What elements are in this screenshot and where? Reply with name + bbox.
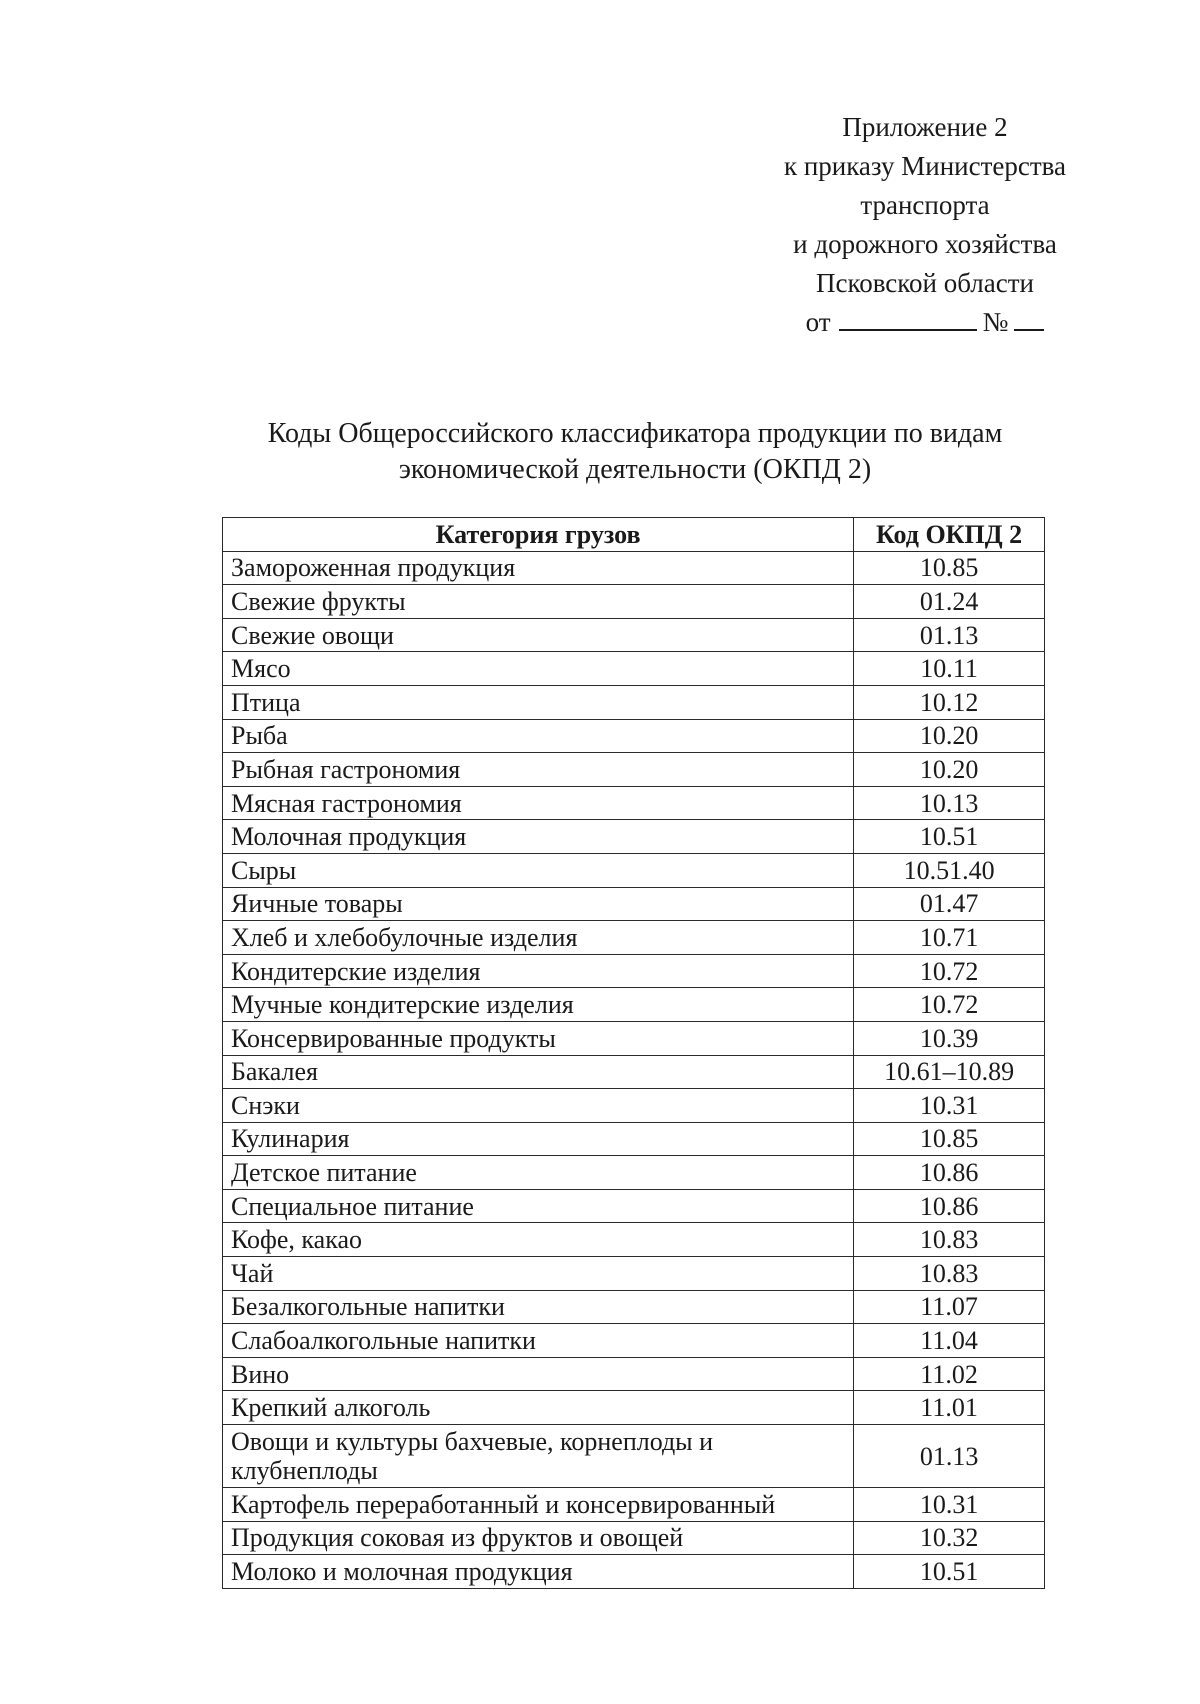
code-cell: 10.51 <box>854 1555 1045 1589</box>
table-row <box>223 1055 1045 1089</box>
category-cell: Хлеб и хлебобулочные изделия <box>223 921 854 955</box>
code-cell: 10.83 <box>854 1257 1045 1291</box>
table-row <box>223 585 1045 619</box>
table-row <box>223 1089 1045 1123</box>
appendix-line: транспорта <box>860 190 990 220</box>
number-blank-line <box>1014 305 1044 331</box>
table-row <box>223 887 1045 921</box>
category-cell: Чай <box>223 1257 854 1291</box>
code-cell: 10.13 <box>854 786 1045 820</box>
code-cell: 10.51 <box>854 820 1045 854</box>
table-row <box>223 1189 1045 1223</box>
code-cell: 11.02 <box>854 1357 1045 1391</box>
code-cell: 01.24 <box>854 585 1045 619</box>
appendix-line: к приказу Министерства <box>783 151 1067 181</box>
category-cell: Молоко и молочная продукция <box>223 1555 854 1589</box>
code-cell: 10.86 <box>854 1156 1045 1190</box>
table-row <box>223 551 1045 585</box>
appendix-line: и дорожного хозяйства <box>793 229 1057 259</box>
code-cell: 01.13 <box>854 618 1045 652</box>
table-row <box>223 1425 1045 1488</box>
code-cell: 10.85 <box>854 1122 1045 1156</box>
code-cell: 10.61–10.89 <box>854 1055 1045 1089</box>
code-cell: 10.32 <box>854 1521 1045 1555</box>
table-row <box>223 820 1045 854</box>
code-cell: 10.51.40 <box>854 853 1045 887</box>
table-row <box>223 1488 1045 1522</box>
category-cell: Кофе, какао <box>223 1223 854 1257</box>
code-cell: 10.71 <box>854 921 1045 955</box>
code-cell: 11.01 <box>854 1391 1045 1425</box>
title-line-1: Коды Общероссийского классификатора продукции по видам <box>267 418 1003 449</box>
code-cell: 10.72 <box>854 954 1045 988</box>
table-row <box>223 685 1045 719</box>
category-cell: Сыры <box>223 853 854 887</box>
code-cell: 01.47 <box>854 887 1045 921</box>
table-row <box>223 954 1045 988</box>
table-row <box>223 1021 1045 1055</box>
table-row <box>223 719 1045 753</box>
table-row <box>223 618 1045 652</box>
column-header-category: Категория грузов <box>223 518 854 552</box>
table-row <box>223 1257 1045 1291</box>
table-row <box>223 786 1045 820</box>
date-blank-line <box>839 305 977 331</box>
category-cell: Продукция соковая из фруктов и овощей <box>223 1521 854 1555</box>
category-cell: Овощи и культуры бахчевые, корнеплоды и клубнеплоды <box>223 1425 854 1488</box>
code-cell: 10.72 <box>854 988 1045 1022</box>
code-cell: 11.07 <box>854 1290 1045 1324</box>
code-cell: 10.86 <box>854 1189 1045 1223</box>
appendix-line: Псковской области <box>815 268 1034 298</box>
table-row <box>223 1223 1045 1257</box>
category-cell: Картофель переработанный и консервированный <box>223 1488 854 1522</box>
column-header-code: Код ОКПД 2 <box>854 518 1045 552</box>
category-cell: Консервированные продукты <box>223 1021 854 1055</box>
code-cell: 10.31 <box>854 1488 1045 1522</box>
title-line-2: экономической деятельности (ОКПД 2) <box>398 454 872 485</box>
category-cell: Снэки <box>223 1089 854 1123</box>
table-row <box>223 1122 1045 1156</box>
category-cell: Безалкогольные напитки <box>223 1290 854 1324</box>
category-cell: Кондитерские изделия <box>223 954 854 988</box>
category-cell: Кулинария <box>223 1122 854 1156</box>
code-cell: 10.11 <box>854 652 1045 686</box>
okpd-codes-table <box>222 517 1045 1589</box>
table-row <box>223 1156 1045 1190</box>
code-cell: 10.39 <box>854 1021 1045 1055</box>
table-header-row <box>223 518 1045 552</box>
code-cell: 10.85 <box>854 551 1045 585</box>
table-row <box>223 753 1045 787</box>
appendix-line: Приложение 2 <box>842 112 1008 142</box>
table-row <box>223 853 1045 887</box>
category-cell: Свежие овощи <box>223 618 854 652</box>
table-row <box>223 652 1045 686</box>
code-cell: 10.12 <box>854 685 1045 719</box>
table-row <box>223 1391 1045 1425</box>
category-cell: Крепкий алкоголь <box>223 1391 854 1425</box>
category-cell: Яичные товары <box>223 887 854 921</box>
category-cell: Свежие фрукты <box>223 585 854 619</box>
table-row <box>223 921 1045 955</box>
table-row <box>223 1521 1045 1555</box>
category-cell: Специальное питание <box>223 1189 854 1223</box>
category-cell: Замороженная продукция <box>223 551 854 585</box>
code-cell: 10.20 <box>854 719 1045 753</box>
category-cell: Мясная гастрономия <box>223 786 854 820</box>
category-cell: Мясо <box>223 652 854 686</box>
code-cell: 10.31 <box>854 1089 1045 1123</box>
table-row <box>223 1357 1045 1391</box>
appendix-block <box>740 108 1110 342</box>
code-cell: 10.20 <box>854 753 1045 787</box>
table-row <box>223 1290 1045 1324</box>
date-prefix: от <box>805 307 831 337</box>
document-title <box>180 416 1090 488</box>
date-number-line <box>740 303 1110 342</box>
table-row <box>223 988 1045 1022</box>
number-sign: № <box>982 307 1009 337</box>
category-cell: Слабоалкогольные напитки <box>223 1324 854 1358</box>
category-cell: Мучные кондитерские изделия <box>223 988 854 1022</box>
code-cell: 11.04 <box>854 1324 1045 1358</box>
table-row <box>223 1324 1045 1358</box>
code-cell: 10.83 <box>854 1223 1045 1257</box>
category-cell: Молочная продукция <box>223 820 854 854</box>
table-row <box>223 1555 1045 1589</box>
category-cell: Детское питание <box>223 1156 854 1190</box>
category-cell: Вино <box>223 1357 854 1391</box>
category-cell: Бакалея <box>223 1055 854 1089</box>
code-cell: 01.13 <box>854 1425 1045 1488</box>
category-cell: Рыбная гастрономия <box>223 753 854 787</box>
category-cell: Птица <box>223 685 854 719</box>
category-cell: Рыба <box>223 719 854 753</box>
